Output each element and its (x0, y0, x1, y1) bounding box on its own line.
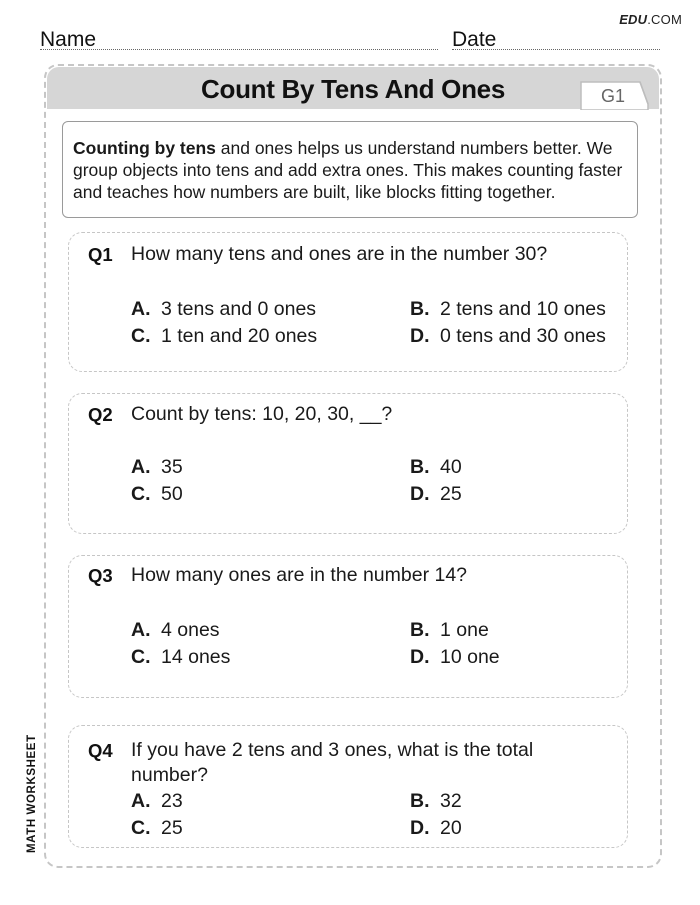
date-field[interactable] (452, 28, 660, 50)
option-letter: B. (410, 456, 430, 478)
date-label: Date (452, 28, 497, 51)
option-b[interactable] (410, 789, 462, 813)
option-text: 50 (161, 483, 183, 505)
option-text: 35 (161, 456, 183, 478)
option-text: 14 ones (161, 646, 231, 668)
option-text: 40 (440, 456, 462, 478)
option-d[interactable] (410, 482, 462, 506)
option-text: 2 tens and 10 ones (440, 298, 606, 320)
option-text: 1 one (440, 619, 489, 641)
name-date-row (40, 28, 660, 52)
option-d[interactable] (410, 816, 462, 840)
brand-logo (619, 12, 682, 27)
question-number: Q3 (88, 565, 113, 586)
option-a[interactable] (131, 789, 183, 813)
option-c[interactable] (131, 816, 183, 840)
option-c[interactable] (131, 324, 317, 348)
option-letter: D. (410, 483, 430, 505)
name-field[interactable] (40, 28, 438, 50)
question-text: Count by tens: 10, 20, 30, __? (131, 403, 393, 425)
option-text: 23 (161, 790, 183, 812)
option-text: 32 (440, 790, 462, 812)
brand-logo-bold: EDU (619, 12, 648, 27)
option-d[interactable] (410, 645, 500, 669)
option-letter: A. (131, 456, 151, 478)
option-text: 1 ten and 20 ones (161, 325, 318, 347)
question-text: How many tens and ones are in the number 30? (131, 243, 548, 265)
grade-tab (580, 76, 650, 110)
option-letter: D. (410, 325, 430, 347)
option-letter: B. (410, 619, 430, 641)
question-number: Q4 (88, 740, 113, 761)
option-text: 20 (440, 817, 462, 839)
name-label: Name (40, 28, 97, 51)
option-c[interactable] (131, 482, 183, 506)
option-letter: A. (131, 619, 151, 641)
option-letter: A. (131, 790, 151, 812)
option-text: 3 tens and 0 ones (161, 298, 317, 320)
question-text: How many ones are in the number 14? (131, 564, 468, 586)
option-text: 25 (440, 483, 462, 505)
option-letter: C. (131, 817, 151, 839)
option-text: 0 tens and 30 ones (440, 325, 606, 347)
option-text: 25 (161, 817, 183, 839)
option-letter: D. (410, 646, 430, 668)
option-d[interactable] (410, 324, 606, 348)
option-letter: A. (131, 298, 151, 320)
option-letter: C. (131, 483, 151, 505)
intro-box (62, 121, 638, 218)
option-b[interactable] (410, 455, 462, 479)
option-a[interactable] (131, 297, 316, 321)
intro-bold: Counting by tens (73, 138, 216, 158)
intro-text: and ones helps us understand numbers better. We group objects into tens and add extra ones. This makes counting faster and teaches how numbers are built, like blocks fitting together. (73, 138, 623, 202)
option-a[interactable] (131, 618, 220, 642)
option-letter: B. (410, 790, 430, 812)
option-b[interactable] (410, 297, 606, 321)
option-a[interactable] (131, 455, 183, 479)
option-text: 10 one (440, 646, 500, 668)
option-c[interactable] (131, 645, 230, 669)
grade-label: G1 (600, 86, 625, 106)
question-text: If you have 2 tens and 3 ones, what is the total number? (131, 739, 534, 786)
question-number: Q2 (88, 404, 113, 425)
option-letter: B. (410, 298, 430, 320)
side-label: MATH WORKSHEET (26, 734, 38, 853)
option-letter: C. (131, 325, 151, 347)
page-title: Count By Tens And Ones (201, 74, 505, 104)
option-letter: C. (131, 646, 151, 668)
option-text: 4 ones (161, 619, 220, 641)
option-b[interactable] (410, 618, 489, 642)
brand-logo-suffix: .COM (647, 12, 682, 27)
question-number: Q1 (88, 244, 113, 265)
option-letter: D. (410, 817, 430, 839)
